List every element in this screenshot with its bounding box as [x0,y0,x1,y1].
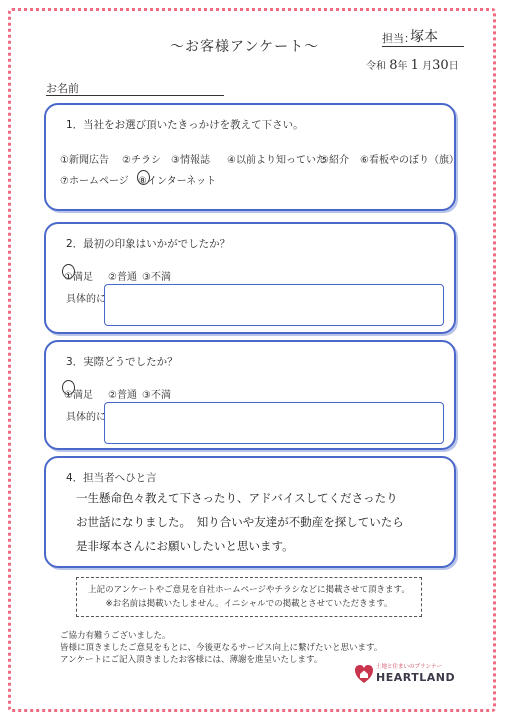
page-title: 〜お客様アンケート〜 [170,39,320,55]
name-field-line [46,95,224,96]
footer-line-1: ご協力有難うございました。 [60,631,171,641]
notice-line-1: 上記のアンケートやご意見を自社ホームページやチラシなどに掲載させて頂きます。 [88,585,410,595]
question-4-text: 4．担当者へひと言 [66,472,157,484]
q3-detail-field [104,402,444,444]
heartland-logo [354,662,464,686]
q3-option-1: ①満足 [64,390,93,401]
publication-notice [76,577,422,617]
question-3-text: 3．実際どうでしたか？ [66,356,178,368]
q2-detail-label: 具体的に [66,294,106,305]
q2-option-1: ①満足 [64,272,93,283]
date-day-unit: 日 [448,61,459,72]
question-2-text: 2．最初の印象はいかがでしたか？ [66,238,231,250]
date-month: 1 [410,58,419,73]
logo-tagline: 土地と住まいのプランナー [376,664,443,670]
q1-option-2: ②チラシ [122,155,161,166]
date-day: 30 [432,58,449,73]
date-year-unit: 年 [397,61,408,72]
name-label: お名前 [46,82,79,95]
question-2-box [44,222,456,334]
logo-name: HEARTLAND [376,671,456,684]
footer-line-3: アンケートにご記入頂きましたお客様には、薄謝を進呈いたします。 [60,655,323,665]
q1-option-5: ⑤紹介 [320,155,349,166]
q2-option-3: ③不満 [142,272,171,283]
staff-label: 担当： [382,32,415,45]
q3-detail-label: 具体的に [66,412,106,423]
q4-answer-line-3: 是非塚本さんにお願いしたいと思います。 [76,539,294,553]
q4-answer-line-1: 一生懸命色々教えて下さったり、アドバイスしてくださったり [76,491,398,505]
q4-answer-line-2: お世話になりました。 知り合いや友達が不動産を探していたら [76,515,404,529]
q2-selected-circle [62,264,75,279]
question-4-box [44,456,456,568]
q3-option-3: ③不満 [142,390,171,401]
date-year: 8 [389,58,398,73]
q2-option-2: ②普通 [108,272,137,283]
q3-selected-circle [62,380,75,395]
question-1-box [44,103,459,211]
date-field [366,57,459,73]
footer-message [60,630,382,666]
footer-line-2: 皆様に頂きましたご意見をもとに、今後更なるサービス向上に繋げたいと思います。 [60,643,383,653]
q2-detail-field [104,284,444,326]
staff-field [382,30,464,47]
q1-option-7: ⑦ホームページ [60,176,129,187]
q1-option-4: ④以前より知っていた [227,155,326,166]
question-3-box [44,340,456,450]
notice-line-2: ※お名前は掲載いたしません。イニシャルでの掲載とさせていただきます。 [105,599,393,609]
q3-option-2: ②普通 [108,390,137,401]
staff-name: 塚本 [410,29,438,45]
q1-option-8: ⑧インターネット [138,176,217,187]
q1-selected-circle [137,170,150,185]
question-1-text: 1．当社をお選び頂いたきっかけを教えて下さい。 [66,119,304,131]
date-month-unit: 月 [422,61,433,72]
q1-option-3: ③情報誌 [171,155,210,166]
q1-option-6: ⑥看板やのぼり（旗） [360,155,459,166]
heart-house-icon [354,663,374,685]
q1-option-1: ①新聞広告 [60,155,109,166]
date-era: 令和 [366,61,386,72]
